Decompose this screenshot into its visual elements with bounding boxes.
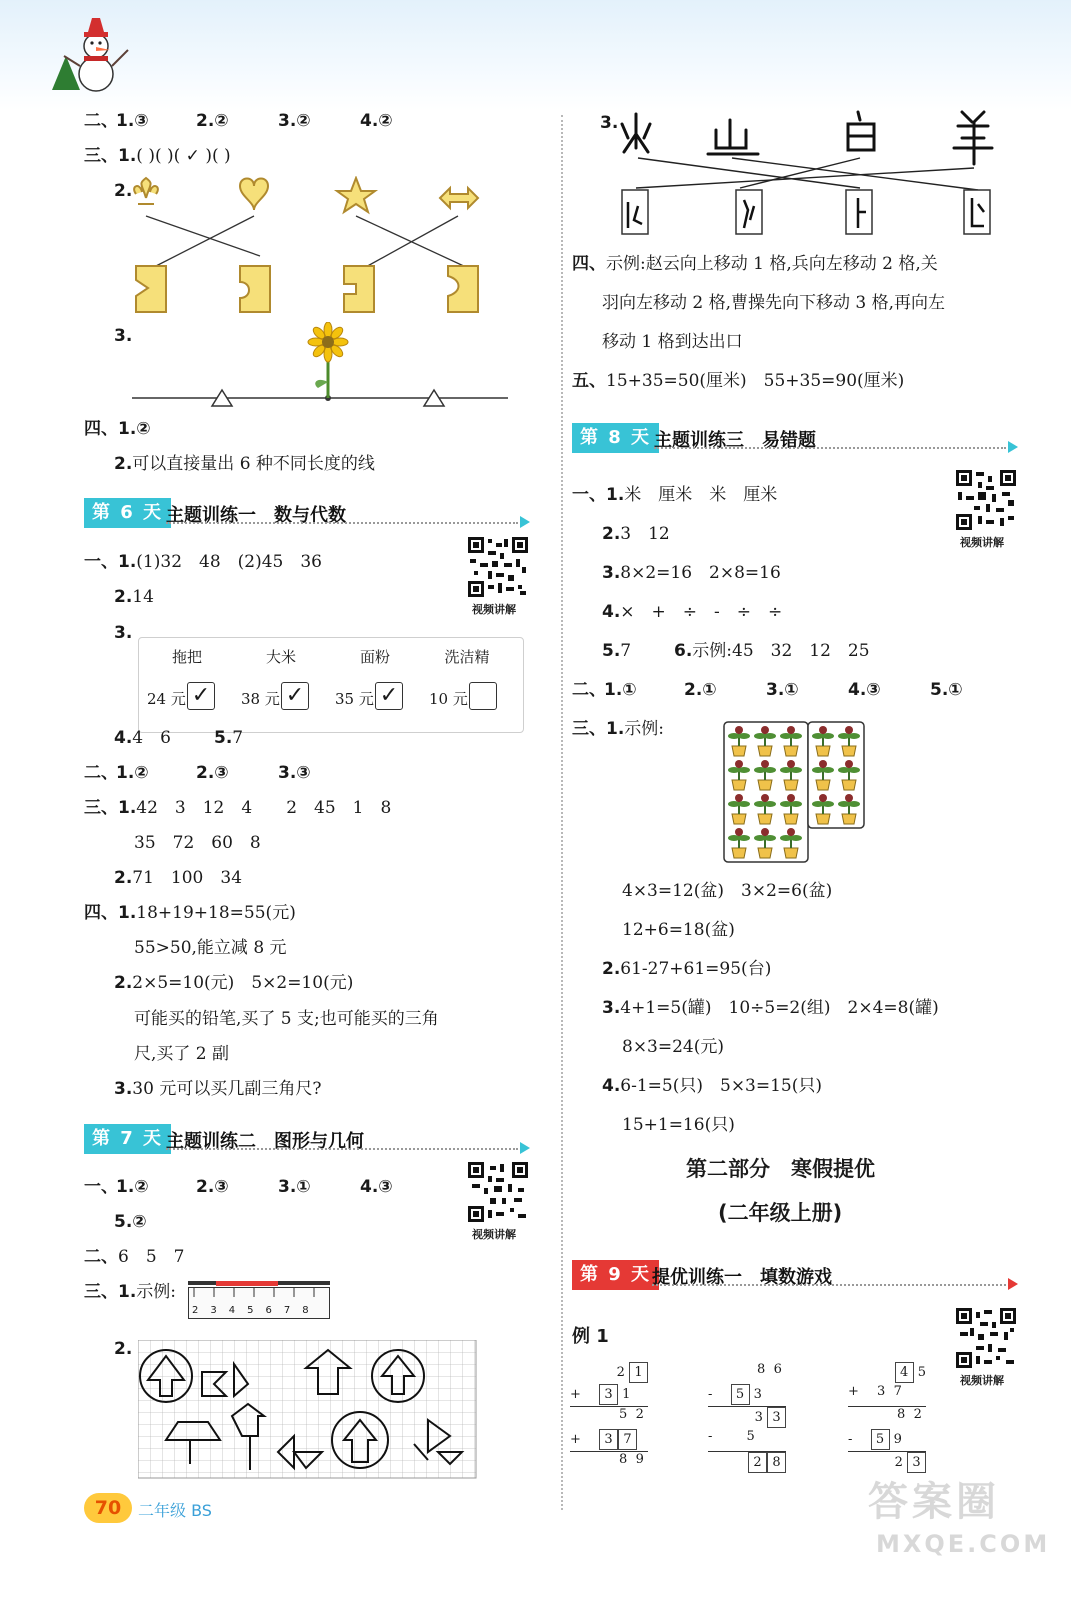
section-title: 主题训练一 数与代数 (166, 505, 346, 526)
qr-caption: 视频讲解 (960, 536, 1004, 549)
question-number: 5. (214, 728, 233, 748)
watermark-logo: 答案圈 (868, 1479, 1000, 1525)
answer-text: 4 6 (132, 728, 171, 748)
answer-text: 55>50,能立减 8 元 (134, 938, 287, 958)
double-arrow-icon (440, 188, 478, 208)
answer-item: 3.② (278, 111, 311, 131)
answer-item: 3.① (278, 1177, 311, 1197)
answer-text: 7 (620, 641, 632, 661)
answer-text: 14 (132, 587, 154, 607)
answer-text: × + ÷ - ÷ ÷ (620, 602, 783, 622)
answer-item: 5.② (114, 1212, 147, 1232)
column-divider (561, 115, 563, 1510)
fleur-de-lis-icon (134, 178, 158, 204)
question-number: 2. (602, 524, 621, 544)
arrow-icon (520, 1142, 530, 1154)
answer-text: 15+1=16(只) (622, 1115, 735, 1135)
vertical-calc-2: 8 6 - 5 3 3 3 - 5 2 8 (708, 1362, 786, 1474)
answer-text: 尺,买了 2 副 (134, 1044, 230, 1064)
goods-name: 洗洁精 (444, 648, 490, 666)
question-number: 2. (114, 587, 133, 607)
potted-plants-figure (722, 720, 868, 866)
day-tag: 第 9 天 (572, 1260, 659, 1290)
arrow-icon (1008, 1278, 1018, 1290)
section-number: 一、 (84, 1177, 118, 1197)
answer-text: (1)32 48 (2)45 36 (136, 552, 322, 572)
star-icon (337, 178, 375, 212)
grade-label: 二年级 (138, 1501, 187, 1520)
section-title: 主题训练二 图形与几何 (166, 1131, 364, 1152)
qr-caption: 视频讲解 (472, 1228, 516, 1241)
question-number: 4. (602, 1076, 621, 1096)
edition-label: BS (191, 1501, 212, 1520)
answer-text: 35 72 60 8 (134, 833, 261, 853)
section-header-day6 (84, 498, 532, 528)
answer-text: 8×2=16 2×8=16 (620, 563, 781, 583)
answer-item: 3.③ (278, 763, 311, 783)
answer-item: 2.① (684, 680, 717, 700)
answer-item: 2.② (196, 111, 229, 131)
qr-code-icon[interactable] (956, 470, 1016, 530)
question-number: 四、1. (84, 903, 137, 923)
question-number: 三、1. (84, 798, 137, 818)
answer-text: 示例: (624, 719, 665, 739)
section-number: 二、 (84, 111, 118, 131)
section-title: 主题训练三 易错题 (654, 430, 816, 451)
question-number: 2. (114, 181, 133, 201)
question-number: 一、1. (572, 485, 625, 505)
goods-name: 拖把 (171, 648, 202, 666)
part-subtitle: (二年级上册) (718, 1201, 843, 1225)
question-number: 3. (114, 326, 133, 346)
answer-text: 可以直接量出 6 种不同长度的线 (132, 454, 375, 474)
flower-line-figure (132, 322, 508, 408)
question-number: 3. (602, 998, 621, 1018)
answer-text: 示例:45 32 12 25 (692, 641, 870, 661)
question-number: 4. (114, 728, 133, 748)
answer-text: 3 12 (620, 524, 670, 544)
question-number: 3. (114, 1079, 133, 1099)
ruler-figure: 2 3 4 5 6 7 8 (188, 1281, 330, 1321)
question-number: 3. (114, 623, 133, 643)
ancient-character-matching-figure (612, 108, 1012, 244)
qr-code-icon[interactable] (468, 537, 528, 597)
answer-item: 5.① (930, 680, 963, 700)
question-number: 三、1. (84, 146, 137, 166)
part-title: 第二部分 寒假提优 (686, 1157, 875, 1181)
question-number: 3. (600, 113, 619, 133)
answer-item: 1.③ (116, 111, 149, 131)
day-tag: 第 7 天 (84, 1124, 171, 1154)
answer-text: ( )( )( ✓ )( ) (136, 146, 231, 166)
section-header-day7 (84, 1124, 532, 1154)
answer-text: 18+19+18=55(元) (136, 903, 296, 923)
goods-price: 10 元 (429, 690, 468, 708)
goods-price: 35 元 (335, 690, 374, 708)
section-number: 二、 (572, 680, 606, 700)
vertical-calc-1: 2 1 + 3 1 5 2 + 3 7 8 9 (570, 1362, 648, 1474)
goods-price: 38 元 (241, 690, 280, 708)
answer-text: 2×5=10(元) 5×2=10(元) (132, 973, 354, 993)
question-number: 4. (602, 602, 621, 622)
red-segment (216, 1281, 278, 1286)
checkbox[interactable] (469, 682, 497, 710)
qr-caption: 视频讲解 (960, 1374, 1004, 1387)
grid-shapes-figure (138, 1340, 478, 1480)
answer-text: 15+35=50(厘米) 55+35=90(厘米) (606, 371, 905, 391)
answer-text: 30 元可以买几副三角尺? (132, 1079, 322, 1099)
section-number: 二、 (84, 763, 118, 783)
watermark-url: MXQE.COM (876, 1530, 1051, 1558)
example-label: 例 1 (572, 1326, 609, 1347)
answer-text: 42 3 12 4 2 45 1 8 (136, 798, 392, 818)
section-title: 提优训练一 填数游戏 (652, 1267, 832, 1288)
question-number: 2. (602, 959, 621, 979)
question-number: 2. (114, 454, 133, 474)
day-tag: 第 8 天 (572, 423, 659, 453)
shape-matching-figure (128, 176, 508, 324)
answer-text: 米 厘米 米 厘米 (624, 485, 778, 505)
question-number: 2. (114, 1339, 133, 1359)
goods-price-table (138, 637, 524, 733)
snowman-icon (48, 16, 132, 94)
answer-text: 可能买的铅笔,买了 5 支;也可能买的三角 (134, 1009, 439, 1029)
checkbox[interactable]: ✓ (187, 682, 215, 710)
qr-code-icon[interactable] (468, 1162, 528, 1222)
qr-caption: 视频讲解 (472, 603, 516, 616)
answer-item: 2.③ (196, 763, 229, 783)
answer-text: 71 100 34 (132, 868, 243, 888)
question-number: 一、1. (84, 552, 137, 572)
goods-name: 面粉 (359, 648, 390, 666)
answer-item: 4.③ (848, 680, 881, 700)
qr-code-icon[interactable] (956, 1308, 1016, 1368)
vertical-calc-3: 4 5 + 3 7 8 2 - 5 9 2 3 (848, 1362, 926, 1474)
answer-text: 示例:赵云向上移动 1 格,兵向左移动 2 格,关 (606, 254, 938, 274)
heart-icon (240, 179, 268, 211)
section-number: 二、 (84, 1247, 118, 1267)
checkbox[interactable]: ✓ (375, 682, 403, 710)
question-number: 三、1. (84, 1282, 137, 1302)
goods-name: 大米 (265, 648, 296, 666)
answer-item: 1.② (116, 763, 149, 783)
answer-item: 1.② (116, 1177, 149, 1197)
question-number: 5. (602, 641, 621, 661)
question-number: 2. (114, 973, 133, 993)
arrow-icon (1008, 441, 1018, 453)
day-tag: 第 6 天 (84, 498, 171, 528)
goods-price: 24 元 (147, 690, 186, 708)
page-header-band (0, 0, 1071, 110)
section-header-day8 (572, 423, 1020, 453)
arrow-icon (520, 516, 530, 528)
answer-text: 羽向左移动 2 格,曹操先向下移动 3 格,再向左 (602, 293, 946, 313)
answer-text: 移动 1 格到达出口 (602, 332, 743, 352)
answer-text: 6-1=5(只) 5×3=15(只) (620, 1076, 823, 1096)
answer-text: 示例: (136, 1282, 177, 1302)
question-number: 3. (602, 563, 621, 583)
answer-text: 8×3=24(元) (622, 1037, 725, 1057)
answer-text: 4×3=12(盆) 3×2=6(盆) (622, 881, 833, 901)
answer-text: 4+1=5(罐) 10÷5=2(组) 2×4=8(罐) (620, 998, 939, 1018)
answer-text: 6 5 7 (118, 1247, 185, 1267)
answer-text: 61-27+61=95(台) (620, 959, 772, 979)
section-number: 四、 (572, 254, 606, 274)
section-number: 五、 (572, 371, 606, 391)
question-number: 6. (674, 641, 693, 661)
answer-text: 12+6=18(盆) (622, 920, 735, 940)
answer-item: 4.② (360, 111, 393, 131)
answer-item: 四、1.② (84, 419, 151, 439)
answer-item: 3.① (766, 680, 799, 700)
page-number: 70 (84, 1493, 132, 1523)
question-number: 2. (114, 868, 133, 888)
section-header-day9 (572, 1260, 1020, 1290)
answer-item: 1.① (604, 680, 637, 700)
answer-item: 4.③ (360, 1177, 393, 1197)
answer-item: 2.③ (196, 1177, 229, 1197)
question-number: 三、1. (572, 719, 625, 739)
answer-text: 7 (232, 728, 244, 748)
checkbox[interactable]: ✓ (281, 682, 309, 710)
